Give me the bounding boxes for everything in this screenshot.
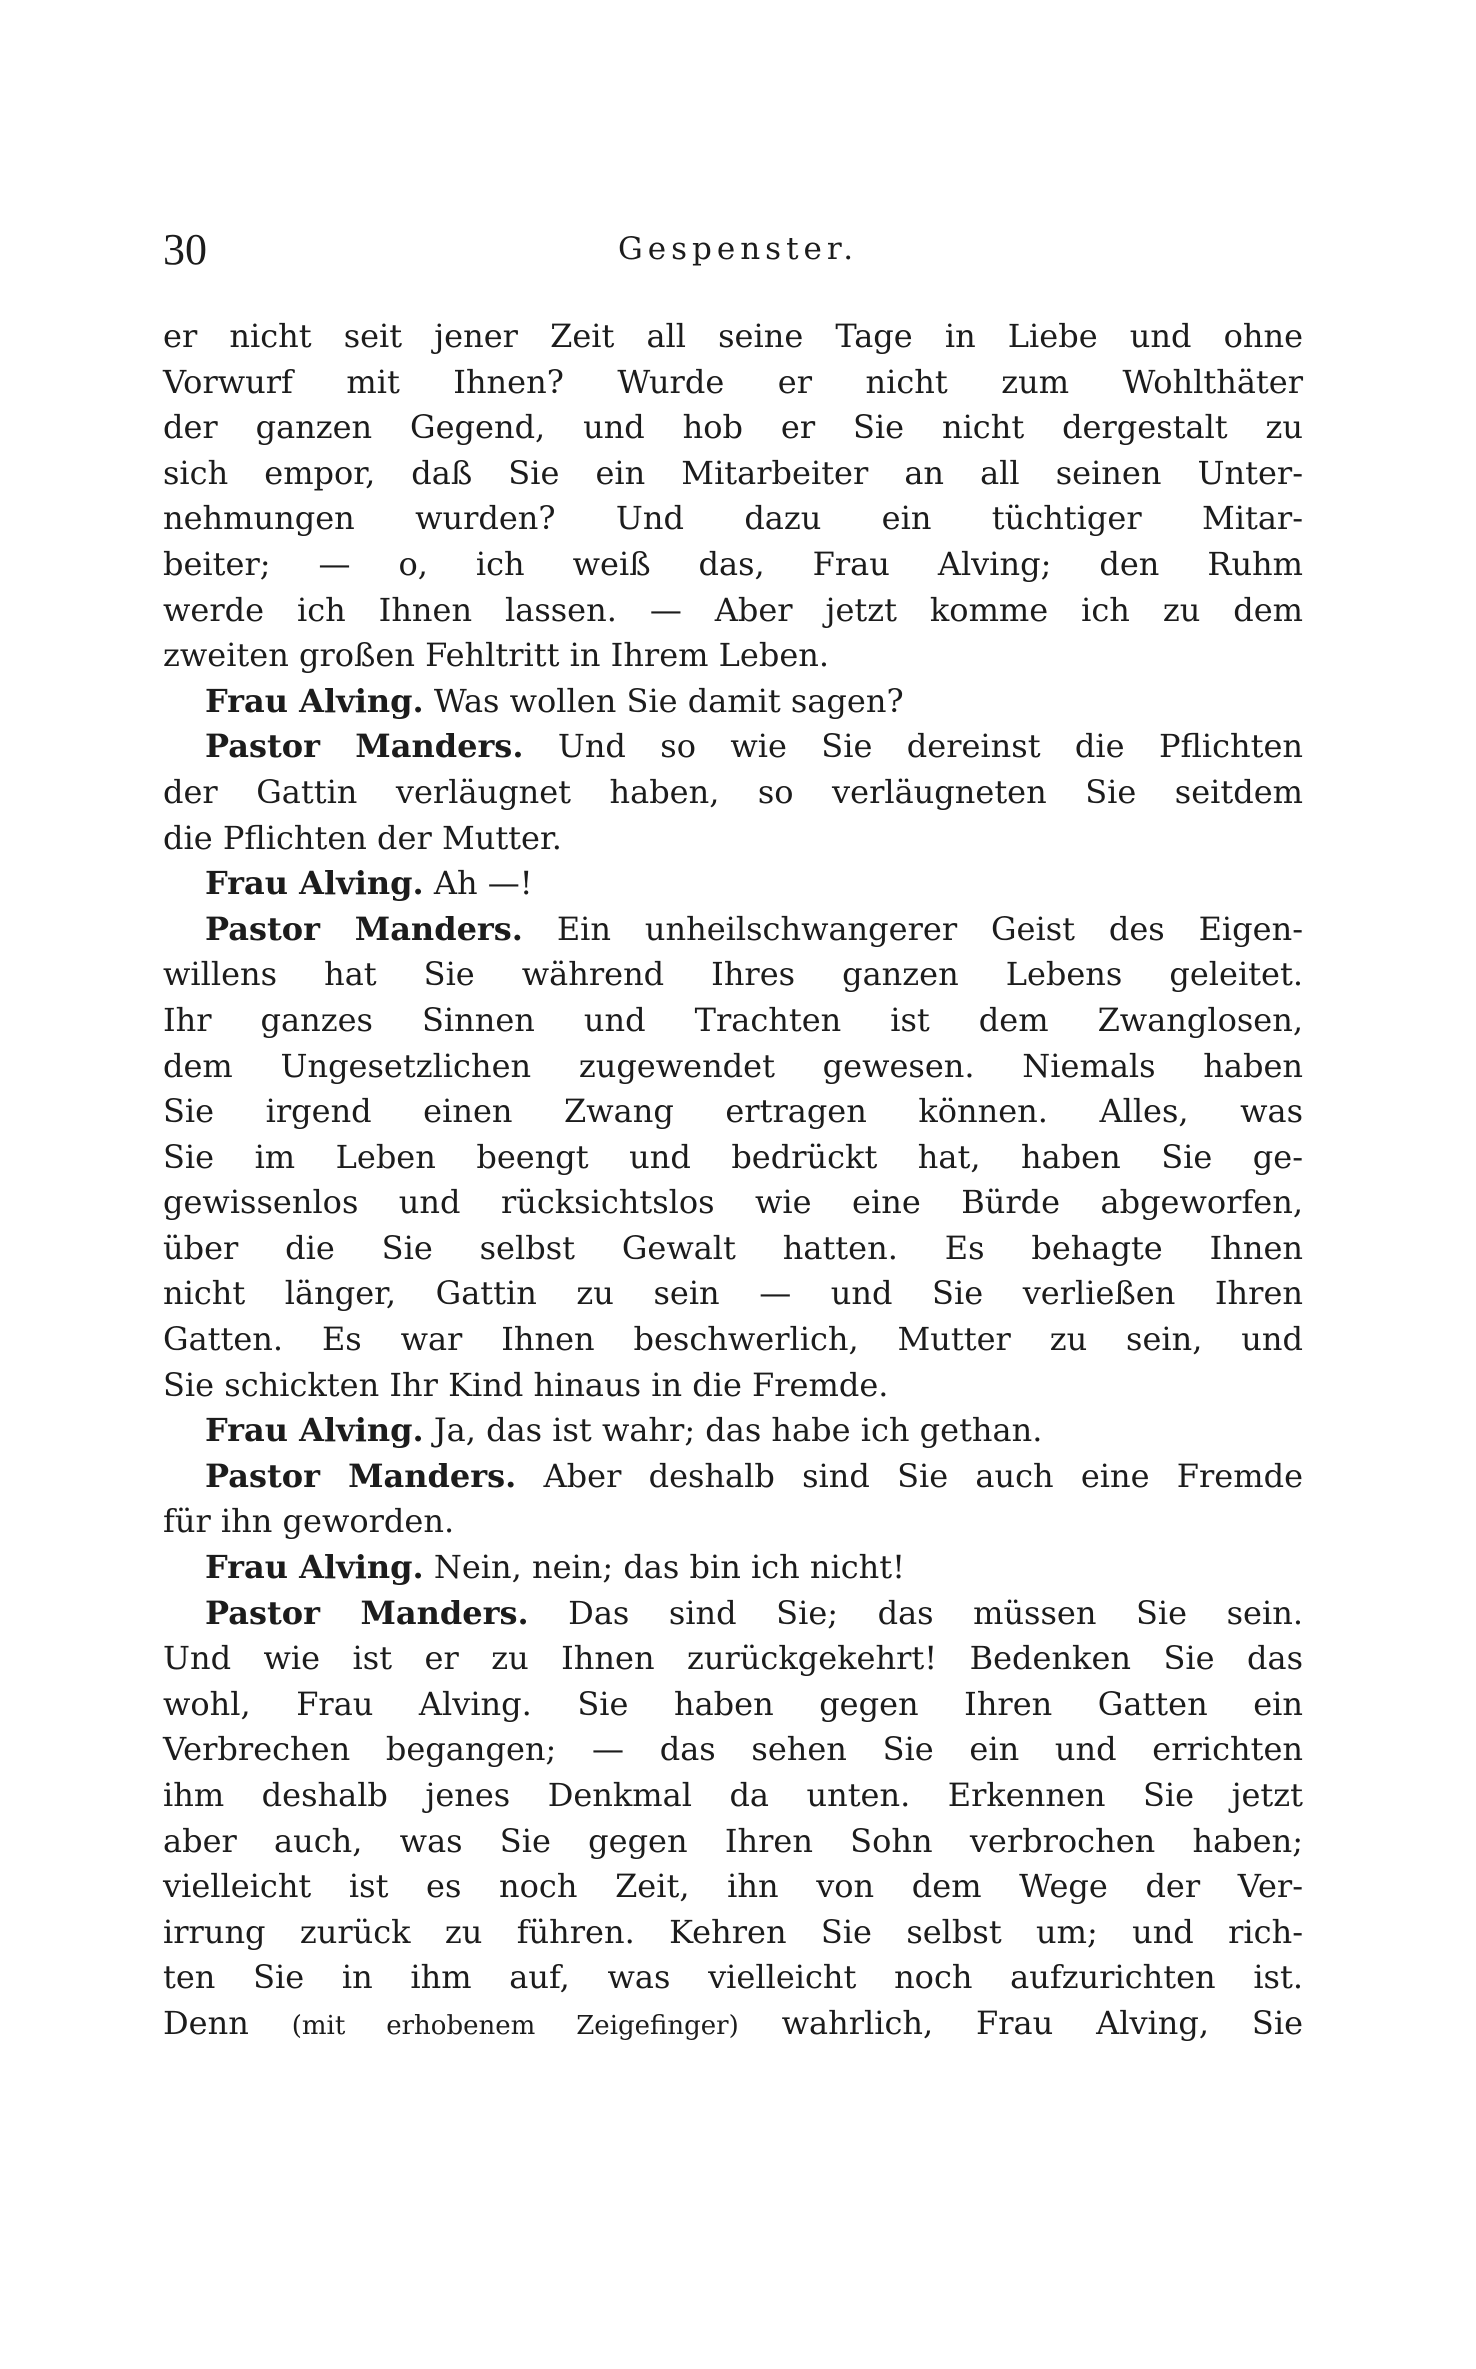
speech-line: Frau Alving. Ja, das ist wahr; das habe ich gethan.	[205, 1411, 1043, 1450]
speaker-name: Frau Alving.	[205, 864, 424, 903]
text-line: er nicht seit jener Zeit all seine Tage in Liebe und ohne	[163, 317, 1303, 355]
stage-direction: (mit erhobenem Zeigefinger)	[291, 2010, 739, 2041]
text-line: Vorwurf mit Ihnen? Wurde er nicht zum Wohlthäter	[163, 362, 1303, 401]
text-line: der Gattin verläugnet haben, so verläugneten Sie seitdem	[163, 772, 1303, 811]
speaker-name: Frau Alving.	[205, 1548, 424, 1587]
text-line: die Pflichten der Mutter.	[163, 818, 562, 857]
speaker-name: Pastor Manders.	[205, 1456, 517, 1495]
speaker-name: Pastor Manders.	[205, 1593, 529, 1632]
text-line: für ihn geworden.	[163, 1502, 455, 1541]
text-line: dem Ungesetzlichen zugewendet gewesen. Niemals haben	[163, 1046, 1303, 1085]
text-line: gewissenlos und rücksichtslos wie eine Bürde abgeworfen,	[163, 1183, 1303, 1222]
text-line: über die Sie selbst Gewalt hatten. Es behagte Ihnen	[163, 1228, 1303, 1267]
text-line: aber auch, was Sie gegen Ihren Sohn verbrochen haben;	[163, 1821, 1303, 1860]
text-line: Und wie ist er zu Ihnen zurückgekehrt! Bedenken Sie das	[163, 1639, 1303, 1678]
text-line: beiter; — o, ich weiß das, Frau Alving; den Ruhm	[163, 544, 1303, 583]
page-header	[163, 225, 1313, 298]
text-line: irrung zurück zu führen. Kehren Sie selbst um; und rich-	[163, 1912, 1303, 1951]
speech-line: Frau Alving. Nein, nein; das bin ich nicht!	[205, 1548, 905, 1587]
speech-line: Frau Alving. Was wollen Sie damit sagen?	[205, 681, 904, 720]
dialogue-text	[163, 314, 1303, 2047]
text-line: Sie im Leben beengt und bedrückt hat, haben Sie ge-	[163, 1137, 1303, 1176]
text-line: Ihr ganzes Sinnen und Trachten ist dem Zwanglosen,	[163, 1000, 1303, 1039]
text-line: zweiten großen Fehltritt in Ihrem Leben.	[163, 636, 830, 675]
text-line: vielleicht ist es noch Zeit, ihn von dem Wege der Ver-	[163, 1867, 1303, 1906]
text-line: nicht länger, Gattin zu sein — und Sie verließen Ihren	[163, 1274, 1303, 1313]
text-line: wohl, Frau Alving. Sie haben gegen Ihren Gatten ein	[163, 1684, 1303, 1723]
text-line: Sie irgend einen Zwang ertragen können. Alles, was	[163, 1092, 1303, 1131]
speech-line: Pastor Manders. Und so wie Sie dereinst die Pflichten	[205, 727, 1304, 766]
text-line: Sie schickten Ihr Kind hinaus in die Fremde.	[163, 1365, 889, 1404]
speaker-name: Frau Alving.	[205, 1411, 424, 1450]
text-line: Gatten. Es war Ihnen beschwerlich, Mutter zu sein, und	[163, 1320, 1303, 1359]
text-line: sich empor, daß Sie ein Mitarbeiter an all seinen Unter-	[163, 453, 1303, 492]
speaker-name: Frau Alving.	[205, 681, 424, 720]
speech-line: Pastor Manders. Ein unheilschwangerer Geist des Eigen-	[205, 909, 1304, 948]
text-line: werde ich Ihnen lassen. — Aber jetzt komme ich zu dem	[163, 590, 1303, 629]
speech-line: Pastor Manders. Das sind Sie; das müssen Sie sein.	[205, 1593, 1304, 1632]
text-line: ten Sie in ihm auf, was vielleicht noch aufzurichten ist.	[163, 1958, 1303, 1997]
text-line: Verbrechen begangen; — das sehen Sie ein und errichten	[163, 1730, 1303, 1769]
speech-line: Pastor Manders. Aber deshalb sind Sie auch eine Fremde	[205, 1456, 1304, 1495]
speaker-name: Pastor Manders.	[205, 727, 524, 766]
speech-line: Frau Alving. Ah —!	[205, 864, 533, 903]
speaker-name: Pastor Manders.	[205, 909, 523, 948]
text-line: ihm deshalb jenes Denkmal da unten. Erkennen Sie jetzt	[163, 1776, 1303, 1814]
text-line: willens hat Sie während Ihres ganzen Lebens geleitet.	[163, 955, 1303, 994]
text-line: nehmungen wurden? Und dazu ein tüchtiger Mitar-	[163, 499, 1303, 538]
running-title: Gespenster.	[618, 231, 859, 267]
text-line: Denn (mit erhobenem Zeigefinger) wahrlich, Frau Alving, Sie	[163, 2003, 1304, 2042]
page-number: 30	[163, 225, 207, 274]
text-line: der ganzen Gegend, und hob er Sie nicht dergestalt zu	[163, 408, 1303, 447]
